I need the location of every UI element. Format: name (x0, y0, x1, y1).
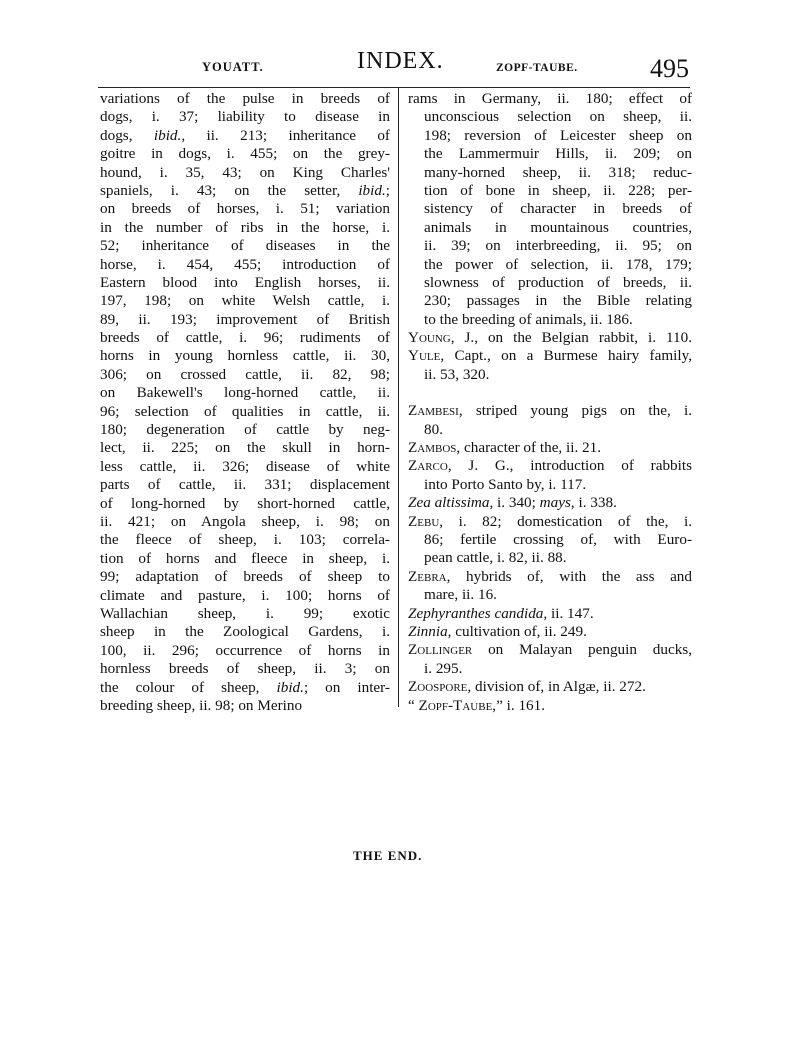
entry-text: , i. 340; (489, 494, 540, 512)
index-entry-zinnia (408, 623, 692, 641)
index-line: pean cattle, i. 82, ii. 88. (424, 549, 567, 567)
column-divider (398, 87, 399, 707)
index-line: ii. 39; on interbreeding, ii. 95; on (424, 237, 692, 255)
index-line: slowness of production of breeds, ii. (424, 273, 692, 291)
running-head (0, 0, 800, 90)
index-line: rams in Germany, ii. 180; effect of (408, 90, 692, 107)
index-line: Eastern blood into English horses, ii. (100, 273, 390, 291)
index-column-left (100, 90, 390, 715)
entry-heading: Zebra (408, 567, 447, 585)
index-entry-zollinger (408, 641, 692, 659)
index-line: the Lammermuir Hills, ii. 209; on (424, 145, 692, 163)
header-rule (98, 87, 690, 88)
entry-text: ,” i. 161. (492, 696, 546, 714)
entry-heading: Zarco (408, 457, 448, 475)
entry-text: , i. 82; domestication of the, i. (439, 512, 692, 530)
entry-text: , division of, in Algæ, ii. 272. (467, 678, 646, 696)
entry-text: , character of the, ii. 21. (456, 439, 602, 457)
index-line: animals in mountainous countries, (424, 218, 692, 236)
index-entry-zea (408, 494, 692, 512)
index-entry-yule (408, 347, 692, 365)
index-line: 197, 198; on white Welsh cattle, i. (100, 292, 390, 310)
running-head-left: YOUATT. (202, 60, 264, 74)
index-line: mare, ii. 16. (424, 586, 497, 604)
entry-heading: Zambesi (408, 402, 459, 420)
entry-heading: Zopf-Taube (418, 696, 493, 714)
index-line: 306; on crossed cattle, ii. 82, 98; (100, 365, 390, 383)
index-entry-zephyranthes (408, 605, 692, 623)
index-line: 52; inheritance of diseases in the (100, 237, 390, 255)
index-line: 180; degeneration of cattle by neg- (100, 421, 390, 439)
index-line: ii. 53, 320. (424, 365, 490, 383)
entry-heading: Zephyranthes candida (408, 604, 544, 622)
index-line: parts of cattle, ii. 331; displacement (100, 476, 390, 494)
index-line: dogs, ibid., ii. 213; inheritance of (100, 126, 390, 144)
index-line: on breeds of horses, i. 51; variation (100, 200, 390, 218)
italic-term: ibid. (153, 126, 182, 144)
index-entry-zoospore (408, 678, 692, 696)
index-line: 80. (424, 420, 443, 438)
index-line: i. 295. (424, 659, 463, 677)
index-line: in the number of ribs in the horse, i. (100, 218, 390, 236)
index-line: variations of the pulse in breeds of (100, 90, 390, 107)
italic-term: ibid. (276, 678, 304, 696)
index-line: dogs, i. 37; liability to disease in (100, 108, 390, 126)
the-end: THE END. (353, 848, 423, 863)
index-line: sheep in the Zoological Gardens, i. (100, 623, 390, 641)
index-line: less cattle, ii. 326; disease of white (100, 457, 390, 475)
index-entry-zebu (408, 513, 692, 531)
index-line: 96; selection of qualities in cattle, ii. (100, 402, 390, 420)
entry-text: , striped young pigs on the, i. (458, 402, 692, 420)
entry-heading: Zollinger (408, 641, 473, 659)
index-line: the colour of sheep, ibid.; on inter- (100, 678, 390, 696)
index-line: sistency of character in breeds of (424, 200, 692, 218)
entry-text: mays (539, 494, 571, 512)
entry-heading: Zea altissima (408, 494, 490, 512)
index-line: of long-horned by short-horned cattle, (100, 494, 390, 512)
entry-text: on Malayan penguin ducks, (472, 641, 692, 659)
entry-text: , hybrids of, with the ass and (446, 567, 692, 585)
index-line: goitre in dogs, i. 455; on the grey- (100, 145, 390, 163)
index-line: horse, i. 454, 455; introduction of (100, 255, 390, 273)
index-column-right (408, 90, 692, 715)
entry-text: , J. G., introduction of rabbits (447, 457, 692, 475)
entry-heading: Zinnia (408, 622, 448, 640)
index-entry-young (408, 329, 692, 347)
index-line: the fleece of sheep, i. 103; correla- (100, 531, 390, 549)
index-line: 198; reversion of Leicester sheep on (424, 126, 692, 144)
index-line: unconscious selection on sheep, ii. (424, 108, 692, 126)
index-entry-zarco (408, 457, 692, 475)
letter-gap (408, 384, 692, 402)
index-entry-zopf-taube (408, 697, 692, 715)
index-line: Wallachian sheep, i. 99; exotic (100, 604, 390, 622)
index-entry-zambos (408, 439, 692, 457)
running-head-right: ZOPF-TAUBE. (496, 62, 578, 74)
index-line: breeds of cattle, i. 96; rudiments of (100, 329, 390, 347)
entry-heading: Yule (408, 347, 441, 365)
index-line: 230; passages in the Bible relating (424, 292, 692, 310)
index-line: tion of horns and fleece in sheep, i. (100, 549, 390, 567)
index-line: climate and pasture, i. 100; horns of (100, 586, 390, 604)
italic-term: ibid. (358, 181, 386, 199)
index-line: hound, i. 35, 43; on King Charles' (100, 163, 390, 181)
entry-text: “ (408, 696, 419, 714)
index-line: ii. 421; on Angola sheep, i. 98; on (100, 512, 390, 530)
index-line: tion of bone in sheep, ii. 228; per- (424, 181, 692, 199)
entry-text: , cultivation of, ii. 249. (447, 622, 587, 640)
index-entry-zebra (408, 568, 692, 586)
index-line: many-horned sheep, ii. 318; reduc- (424, 163, 692, 181)
index-line: 89, ii. 193; improvement of British (100, 310, 390, 328)
page-number: 495 (650, 54, 689, 83)
entry-heading: Zebu (408, 512, 440, 530)
entry-heading: Zoospore (408, 678, 468, 696)
index-line: 99; adaptation of breeds of sheep to (100, 568, 390, 586)
index-line: 86; fertile crossing of, with Euro- (424, 530, 692, 548)
entry-text: , J., on the Belgian rabbit, i. 110. (450, 329, 692, 347)
entry-text: , i. 338. (570, 494, 617, 512)
index-line: into Porto Santo by, i. 117. (424, 475, 587, 493)
index-line: hornless breeds of sheep, ii. 3; on (100, 660, 390, 678)
entry-text: , Capt., on a Burmese hairy family, (440, 347, 692, 365)
entry-heading: Zambos (408, 439, 457, 457)
index-line: to the breeding of animals, ii. 186. (424, 310, 633, 328)
entry-text: , ii. 147. (543, 604, 594, 622)
running-head-title: INDEX. (357, 48, 444, 74)
index-line: spaniels, i. 43; on the setter, ibid.; (100, 181, 390, 199)
index-line: the power of selection, ii. 178, 179; (424, 255, 692, 273)
entry-heading: Young (408, 329, 451, 347)
index-line: on Bakewell's long-horned cattle, ii. (100, 384, 390, 402)
index-entry-zambesi (408, 402, 692, 420)
index-line: horns in young hornless cattle, ii. 30, (100, 347, 390, 365)
index-line: breeding sheep, ii. 98; on Merino (100, 696, 303, 714)
index-line: 100, ii. 296; occurrence of horns in (100, 641, 390, 659)
index-line: lect, ii. 225; on the skull in horn- (100, 439, 390, 457)
